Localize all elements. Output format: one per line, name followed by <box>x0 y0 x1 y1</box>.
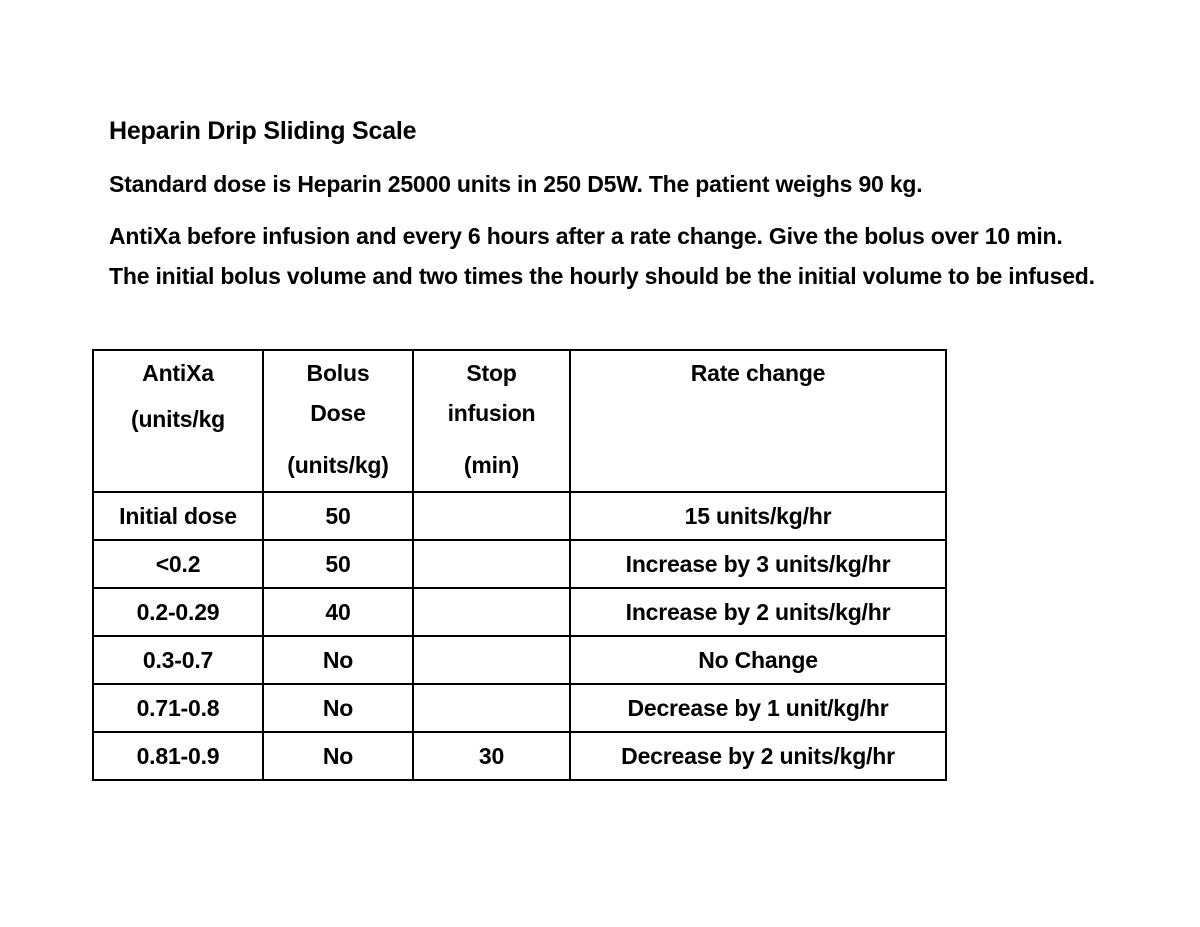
cell-rate: Decrease by 1 unit/kg/hr <box>570 684 946 732</box>
cell-rate: 15 units/kg/hr <box>570 492 946 540</box>
table-row <box>93 588 946 636</box>
table-row <box>93 492 946 540</box>
cell-stop <box>413 492 570 540</box>
header-bolus-dose <box>263 350 413 492</box>
cell-bolus: No <box>263 732 413 780</box>
cell-rate: Decrease by 2 units/kg/hr <box>570 732 946 780</box>
table-row <box>93 636 946 684</box>
header-stop-infusion <box>413 350 570 492</box>
header-bolus-line3: (units/kg) <box>287 452 389 478</box>
cell-bolus: 50 <box>263 540 413 588</box>
cell-antixa: 0.2-0.29 <box>93 588 263 636</box>
table-row <box>93 684 946 732</box>
cell-bolus: No <box>263 684 413 732</box>
table-header-row <box>93 350 946 492</box>
document-title: Heparin Drip Sliding Scale <box>109 117 417 145</box>
header-antixa-line1: AntiXa <box>142 360 214 386</box>
header-stop-line2: infusion <box>447 400 536 426</box>
header-rate-change <box>570 350 946 492</box>
document-body <box>109 112 1109 296</box>
sliding-scale-table <box>92 349 947 781</box>
cell-antixa: 0.3-0.7 <box>93 636 263 684</box>
header-rate-label: Rate change <box>690 360 826 386</box>
header-stop-line1: Stop <box>466 360 517 386</box>
table-row <box>93 540 946 588</box>
standard-dose-paragraph: Standard dose is Heparin 25000 units in 250 D5W. The patient weighs 90 kg. <box>109 171 923 197</box>
cell-stop <box>413 684 570 732</box>
cell-stop <box>413 540 570 588</box>
cell-bolus: 50 <box>263 492 413 540</box>
cell-antixa: <0.2 <box>93 540 263 588</box>
header-antixa <box>93 350 263 492</box>
cell-stop <box>413 636 570 684</box>
cell-bolus: 40 <box>263 588 413 636</box>
cell-bolus: No <box>263 636 413 684</box>
cell-rate: No Change <box>570 636 946 684</box>
cell-antixa: Initial dose <box>93 492 263 540</box>
header-bolus-line1: Bolus <box>306 360 370 386</box>
cell-stop <box>413 588 570 636</box>
cell-antixa: 0.81-0.9 <box>93 732 263 780</box>
cell-antixa: 0.71-0.8 <box>93 684 263 732</box>
table-row <box>93 732 946 780</box>
cell-rate: Increase by 2 units/kg/hr <box>570 588 946 636</box>
cell-stop: 30 <box>413 732 570 780</box>
cell-rate: Increase by 3 units/kg/hr <box>570 540 946 588</box>
header-stop-line3: (min) <box>463 452 520 478</box>
header-bolus-line2: Dose <box>310 400 366 426</box>
antixa-instructions-paragraph: AntiXa before infusion and every 6 hours after a rate change. Give the bolus over 10 min. The initial bolus volume and two times the hourly should be the initial volume to be infused. <box>109 223 1095 289</box>
header-antixa-line2: (units/kg <box>130 406 226 432</box>
